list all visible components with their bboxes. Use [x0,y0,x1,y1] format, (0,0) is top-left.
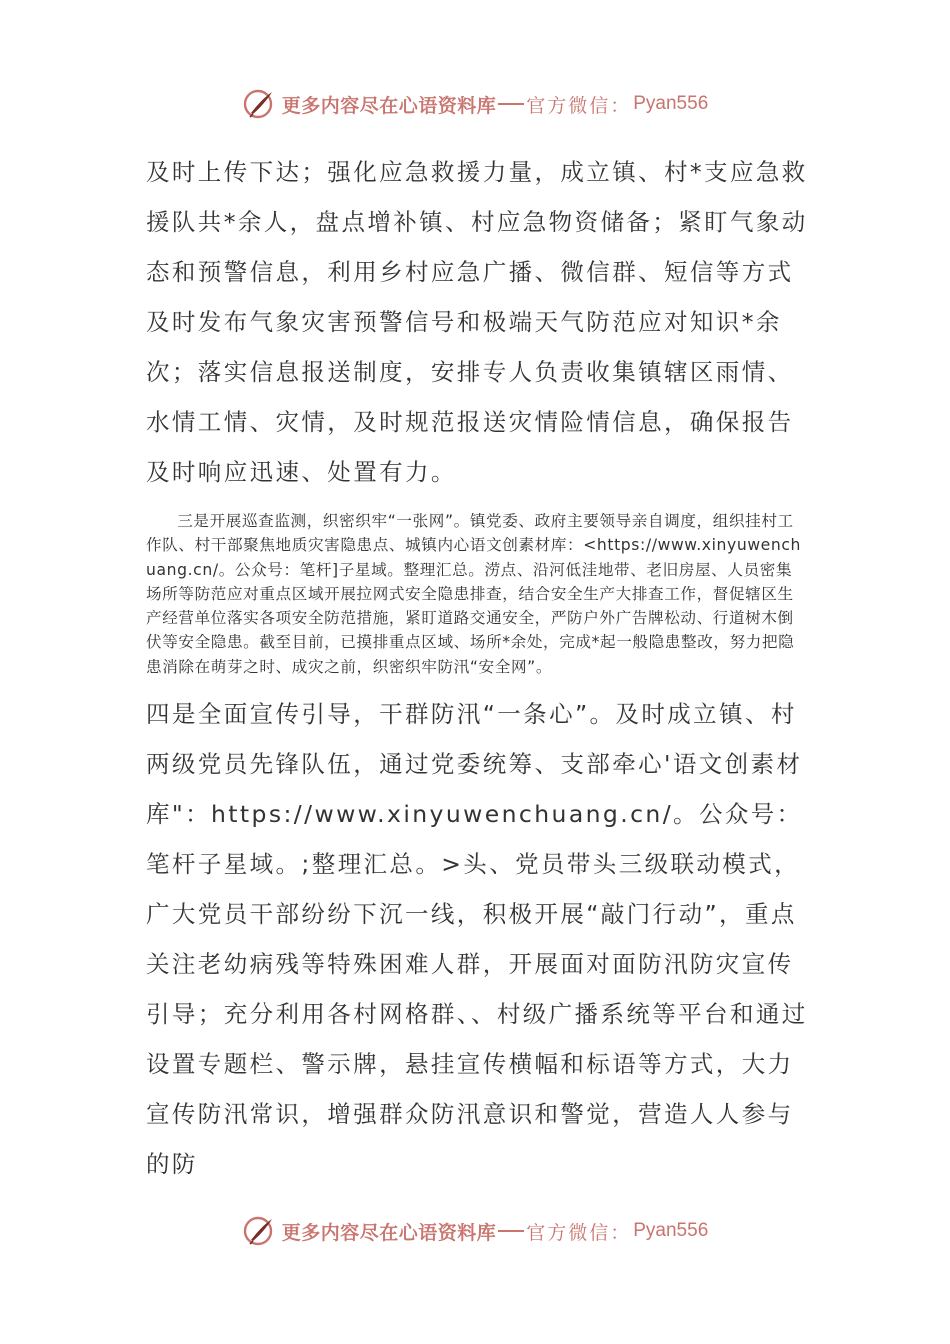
header-site-name: 更多内容尽在心语资料库 [281,94,497,117]
footer-dash [498,1230,524,1232]
quill-logo-icon [242,87,276,121]
footer-banner [0,1211,950,1251]
document-body [146,147,808,1189]
footer-wechat-label: 官方微信： [526,1221,632,1244]
paragraph-inspection: 三是开展巡查监测，织密织牢“一张网”。镇党委、政府主要领导亲自调度，组织挂村工作队、村干部聚焦地质灾害隐患点、城镇内心语文创素材库：<https://www.xinyuwenchuang.cn/。公众号：笔杆]子星域。整理汇总。涝点、沿河低洼地带、老旧房屋、人员密集场所等防范应对重点区域开展拉网式安全隐患排查，结合安全生产大排查工作，督促辖区生产经营单位落实各项安全防范措施，紧盯道路交通安全，严防户外广告牌松动、行道树木倒伏等安全隐患。截至目前，已摸排重点区域、场所*余处，完成*起一般隐患整改，努力把隐患消除在萌芽之时、成灾之前，织密织牢防汛“安全网”。 [146,512,802,676]
paragraph-continued: 及时上传下达；强化应急救援力量，成立镇、村*支应急救援队共*余人，盘点增补镇、村应急物资储备；紧盯气象动态和预警信息，利用乡村应急广播、微信群、短信等方式及时发布气象灾害预警信号和极端天气防范应对知识*余次；落实信息报送制度，安排专人负责收集镇辖区雨情、水情工情、灾情，及时规范报送灾情险情信息，确保报告及时响应迅速、处置有力。 [146,158,808,486]
header-wechat-label: 官方微信： [526,94,632,117]
footer-site-name: 更多内容尽在心语资料库 [281,1221,497,1244]
header-dash [498,103,524,105]
header-wechat-id: Pyan556 [633,93,709,114]
footer-wechat-id: Pyan556 [633,1220,709,1241]
quill-logo-icon [242,1214,276,1248]
paragraph-publicity: 四是全面宣传引导，干群防汛“一条心”。及时成立镇、村两级党员先锋队伍，通过党委统筹、支部牵心'语文创素材库"：https://www.xinyuwenchuang.cn/。公众号：笔杆子星域。;整理汇总。>头、党员带头三级联动模式，广大党员干部纷纷下沉一线，积极开展“敲门行动”，重点关注老幼病残等特殊困难人群，开展面对面防汛防灾宣传引导；充分利用各村网格群、、村级广播系统等平台和通过设置专题栏、警示牌，悬挂宣传横幅和标语等方式，大力宣传防汛常识，增强群众防汛意识和警觉，营造人人参与的防 [146,700,808,1179]
header-banner [0,84,950,124]
